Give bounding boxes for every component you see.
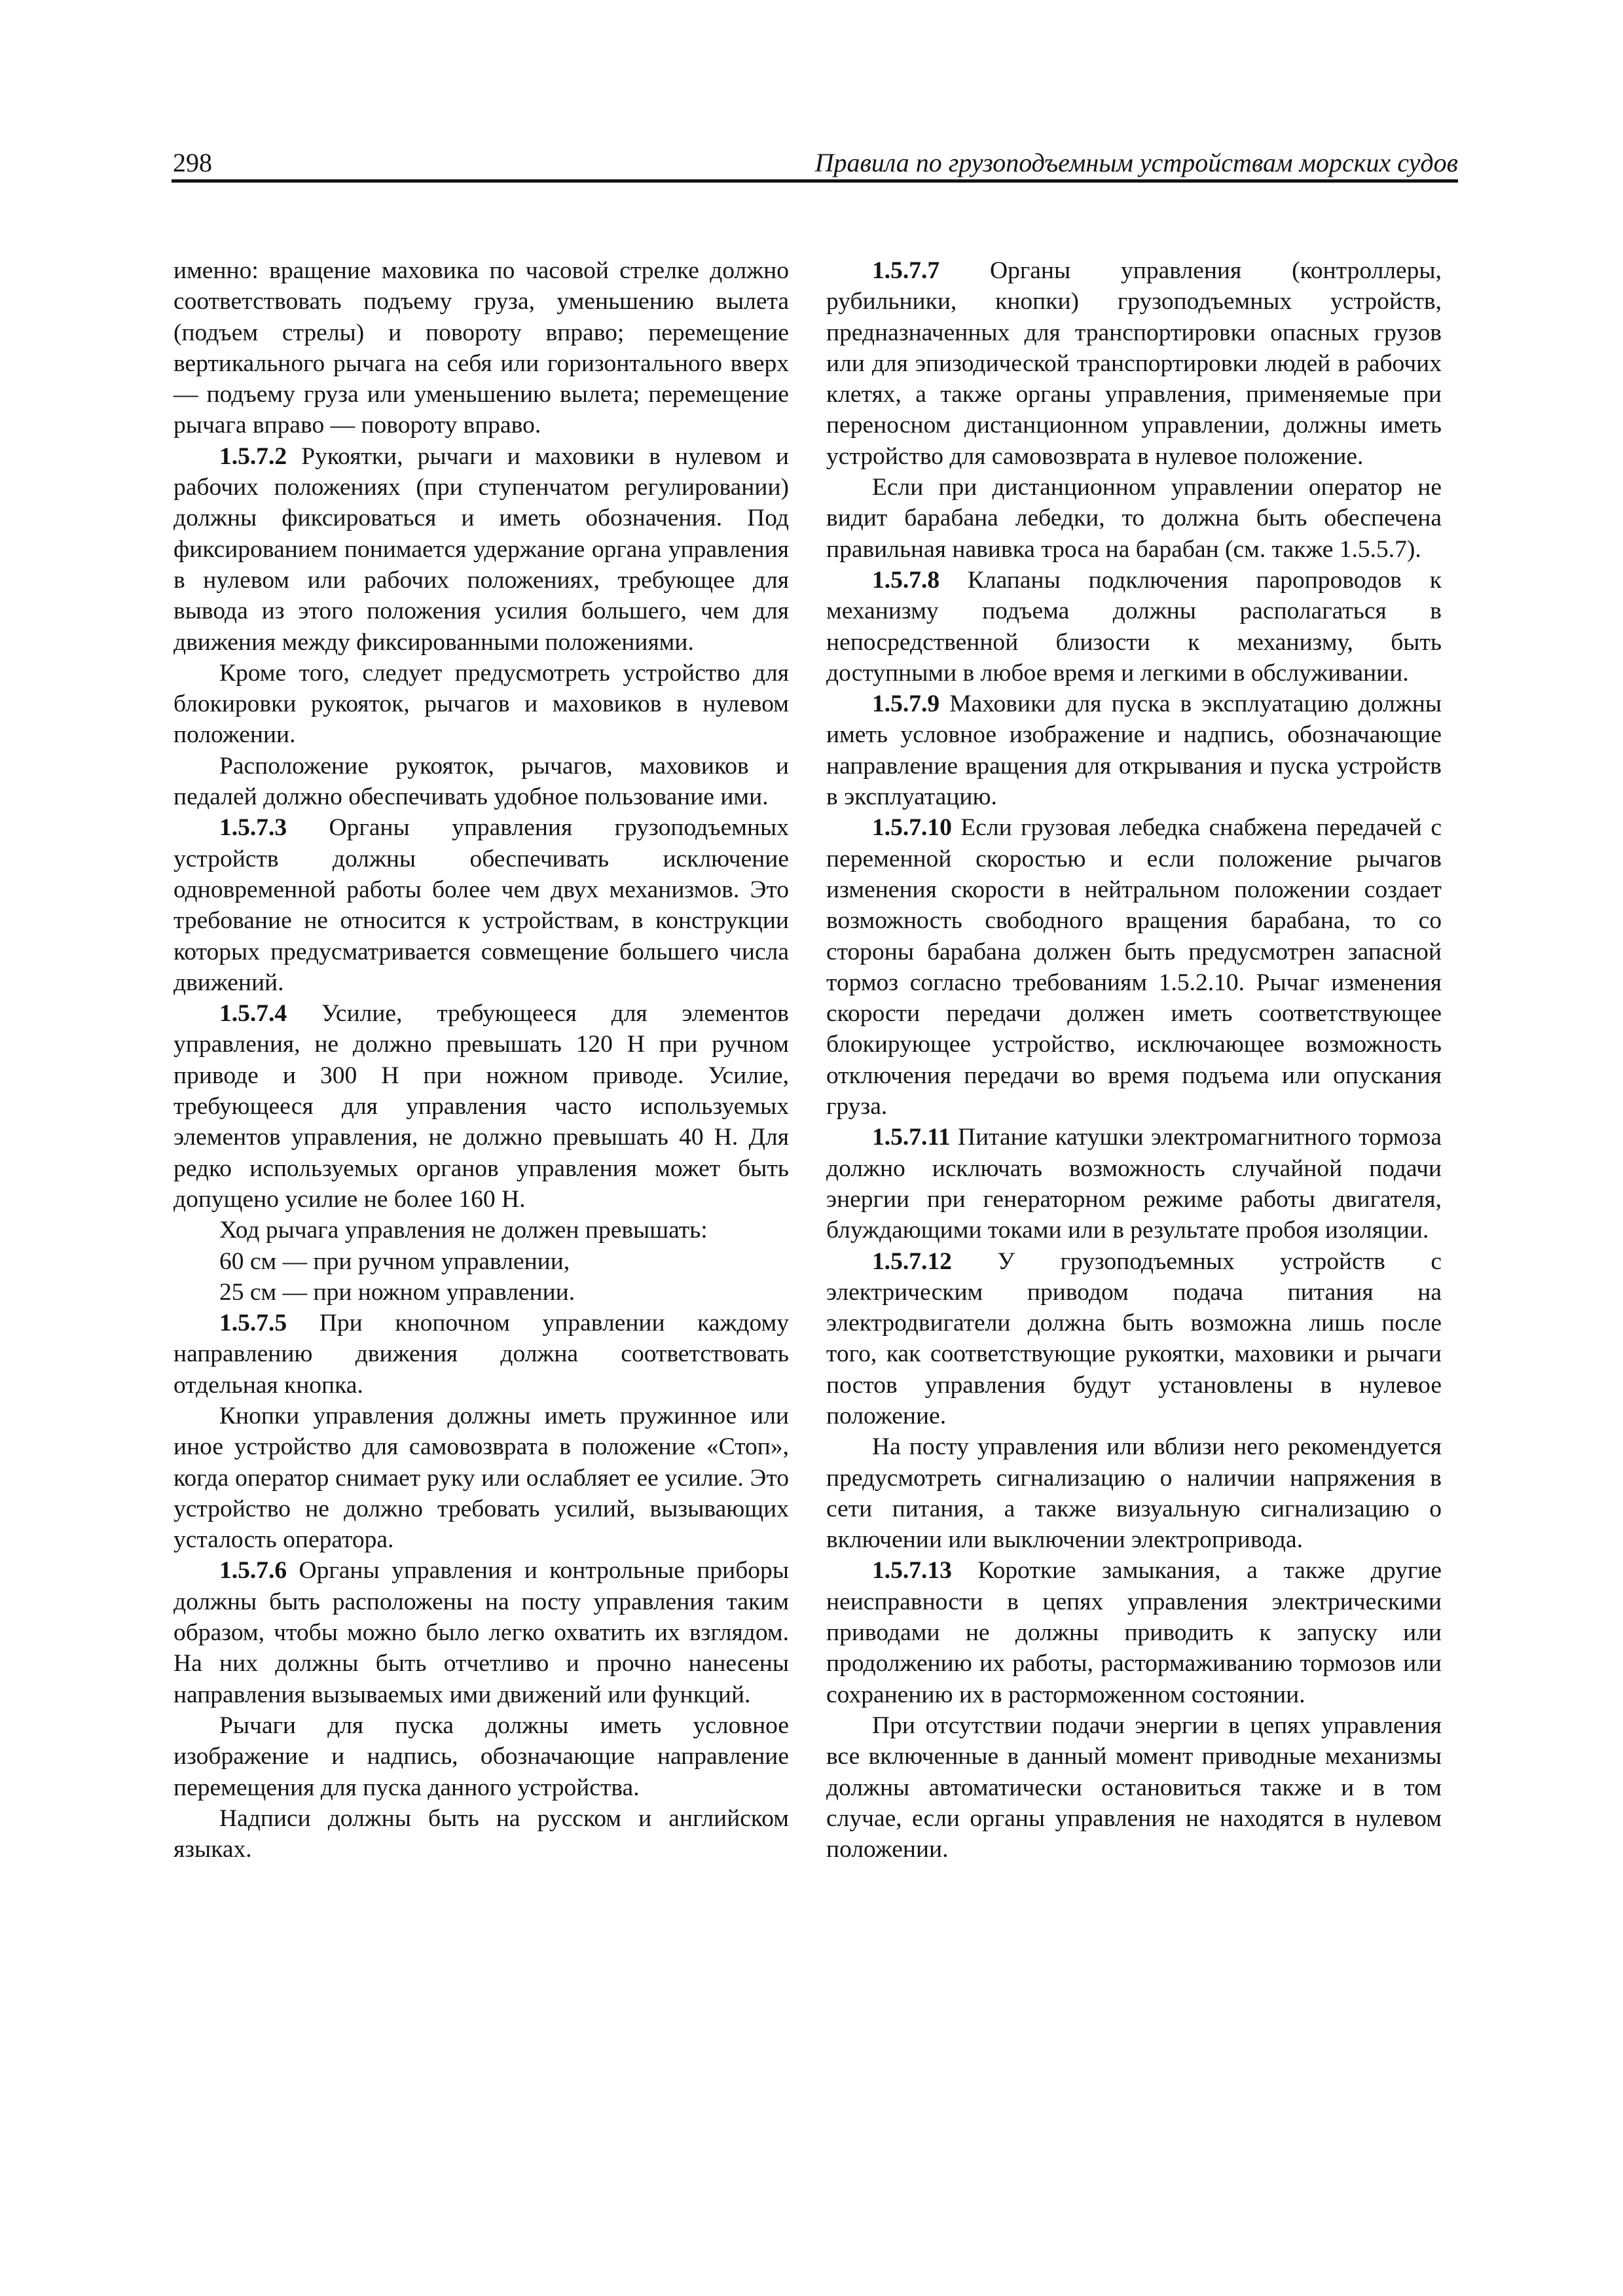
left-column — [173, 255, 789, 1865]
paragraph — [826, 1431, 1442, 1555]
paragraph-text: Надписи должны быть на русском и английском языках. — [173, 1804, 789, 1863]
paragraph — [173, 1277, 789, 1308]
clause-number: 1.5.7.5 — [219, 1310, 287, 1337]
page-number: 298 — [173, 148, 212, 177]
paragraph-text: 60 см — при ручном управлении, — [219, 1247, 570, 1275]
header-rule — [172, 179, 1458, 183]
paragraph-text: У грузоподъемных устройств с электрическим приводом подача питания на электродвигатели должна быть возможна лишь после того, как соответствующие рукоятки, маховики и рычаги постов управления будут установлены в нулевое положение. — [826, 1247, 1442, 1429]
clause-number: 1.5.7.7 — [872, 257, 940, 284]
paragraph — [826, 565, 1442, 689]
paragraph-text: Если грузовая лебедка снабжена передачей с переменной скоростью и если положение рычагов изменения скорости в нейтральном положении создает возможность свободного вращения барабана, то со стороны барабана должен быть предусмотрен запасной тормоз согласно требованиям 1.5.2.10. Рычаг изменения скорости передачи должен иметь соответствующее блокирующее устройство, исключающее возможность отключения передачи во время подъема или опускания груза. — [826, 814, 1442, 1121]
paragraph-text: Кнопки управления должны иметь пружинное или иное устройство для самовозврата в положение «Стоп», когда оператор снимает руку или ослабляет ее усилие. Это устройство не должно требовать усилий, вызывающих усталость оператора. — [173, 1402, 789, 1554]
paragraph — [826, 1710, 1442, 1865]
page-header — [172, 148, 1458, 178]
paragraph-text: Рычаги для пуска должны иметь условное изображение и надпись, обозначающие направление перемещения для пуска данного устройства. — [173, 1712, 789, 1801]
paragraph-text: Питание катушки электромагнитного тормоза должно исключать возможность случайной подачи энергии при генераторном режиме работы двигателя, блуждающими токами или в результате пробоя изоляции. — [826, 1124, 1442, 1244]
paragraph — [173, 441, 789, 658]
paragraph-text: Рукоятки, рычаги и маховики в нулевом и рабочих положениях (при ступенчатом регулировании) должны фиксироваться и иметь обозначения. Под фиксированием понимается удержание органа управления в нулевом или рабочих положениях, требующее для вывода из этого положения усилия большего, чем для движения между фиксированными положениями. — [173, 442, 789, 656]
paragraph-text: Расположение рукояток, рычагов, маховиков и педалей должно обеспечивать удобное пользование ими. — [173, 752, 789, 811]
clause-number: 1.5.7.6 — [219, 1557, 287, 1585]
clause-number: 1.5.7.3 — [219, 814, 287, 842]
paragraph-text: Органы управления грузоподъемных устройств должны обеспечивать исключение одновременной работы более чем двух механизмов. Это требование не относится к устройствам, в конструкции которых предусматривается совмещение большего числа движений. — [173, 814, 789, 996]
paragraph-text: Маховики для пуска в эксплуатацию должны иметь условное изображение и надпись, обозначающие направление вращения для открывания и пуска устройств в эксплуатацию. — [826, 691, 1442, 811]
right-column — [826, 255, 1442, 1865]
paragraph — [173, 812, 789, 998]
paragraph — [173, 1710, 789, 1803]
paragraph — [173, 1215, 789, 1246]
paragraph — [173, 998, 789, 1215]
clause-number: 1.5.7.12 — [872, 1247, 952, 1275]
paragraph — [173, 1308, 789, 1401]
clause-number: 1.5.7.8 — [872, 566, 940, 594]
paragraph-text: Усилие, требующееся для элементов управления, не должно превышать 120 Н при ручном приводе и 300 Н при ножном приводе. Усилие, требующееся для управления часто используемых элементов управления, не должно превышать 40 Н. Для редко используемых органов управления может быть допущено усилие не более 160 Н. — [173, 1000, 789, 1213]
paragraph-text: На посту управления или вблизи него рекомендуется предусмотреть сигнализацию о наличии напряжения в сети питания, а также визуальную сигнализацию о включении или выключении электропривода. — [826, 1433, 1442, 1554]
paragraph — [173, 751, 789, 813]
paragraph — [173, 1401, 789, 1555]
paragraph-text: Если при дистанционном управлении оператор не видит барабана лебедки, то должна быть обеспечена правильная навивка троса на барабан (см. также 1.5.5.7). — [826, 474, 1442, 563]
paragraph — [173, 1555, 789, 1710]
paragraph-text: Кроме того, следует предусмотреть устройство для блокировки рукояток, рычагов и маховиков в нулевом положении. — [173, 659, 789, 749]
clause-number: 1.5.7.9 — [872, 691, 940, 718]
paragraph — [826, 1246, 1442, 1432]
paragraph-text: Короткие замыкания, а также другие неисправности в цепях управления электрическими приводами не должны приводить к запуску или продолжению их работы, растормаживанию тормозов или сохранению их в расторможенном состоянии. — [826, 1557, 1442, 1708]
paragraph-text: Органы управления и контрольные приборы должны быть расположены на посту управления таким образом, чтобы можно было легко охватить их взглядом. На них должны быть отчетливо и прочно нанесены направления вызываемых ими движений или функций. — [173, 1557, 789, 1708]
clause-number: 1.5.7.4 — [219, 1000, 287, 1028]
paragraph — [826, 812, 1442, 1122]
running-title: Правила по грузоподъемным устройствам морских судов — [814, 148, 1458, 177]
paragraph — [173, 1803, 789, 1865]
clause-number: 1.5.7.10 — [872, 814, 952, 842]
clause-number: 1.5.7.13 — [872, 1557, 952, 1585]
paragraph — [826, 689, 1442, 812]
paragraph-text: 25 см — при ножном управлении. — [219, 1278, 575, 1306]
clause-number: 1.5.7.11 — [872, 1124, 951, 1151]
paragraph-text: Клапаны подключения паропроводов к механизму подъема должны располагаться в непосредственной близости к механизму, быть доступными в любое время и легкими в обслуживании. — [826, 566, 1442, 687]
clause-number: 1.5.7.2 — [219, 442, 287, 470]
paragraph — [826, 1122, 1442, 1246]
paragraph-text: Органы управления (контроллеры, рубильники, кнопки) грузоподъемных устройств, предназначенных для транспортировки опасных грузов или для эпизодической транспортировки людей в рабочих клетях, а также органы управления, применяемые при переносном дистанционном управлении, должны иметь устройство для самовозврата в нулевое положение. — [826, 257, 1442, 470]
paragraph — [173, 255, 789, 441]
paragraph-text: При кнопочном управлении каждому направлению движения должна соответствовать отдельная кнопка. — [173, 1310, 789, 1399]
paragraph-text: именно: вращение маховика по часовой стрелке должно соответствовать подъему груза, уменьшению вылета (подъем стрелы) и повороту вправо; перемещение вертикального рычага на себя или горизонтального вверх — подъему груза или уменьшению вылета; перемещение рычага вправо — повороту вправо. — [173, 257, 789, 439]
paragraph — [826, 255, 1442, 472]
paragraph — [173, 1246, 789, 1277]
paragraph — [826, 472, 1442, 565]
paragraph — [173, 658, 789, 751]
paragraph-text: При отсутствии подачи энергии в цепях управления все включенные в данный момент приводные механизмы должны автоматически остановиться также и в том случае, если органы управления не находятся в нулевом положении. — [826, 1712, 1442, 1863]
paragraph — [826, 1555, 1442, 1710]
paragraph-text: Ход рычага управления не должен превышать: — [219, 1217, 708, 1244]
